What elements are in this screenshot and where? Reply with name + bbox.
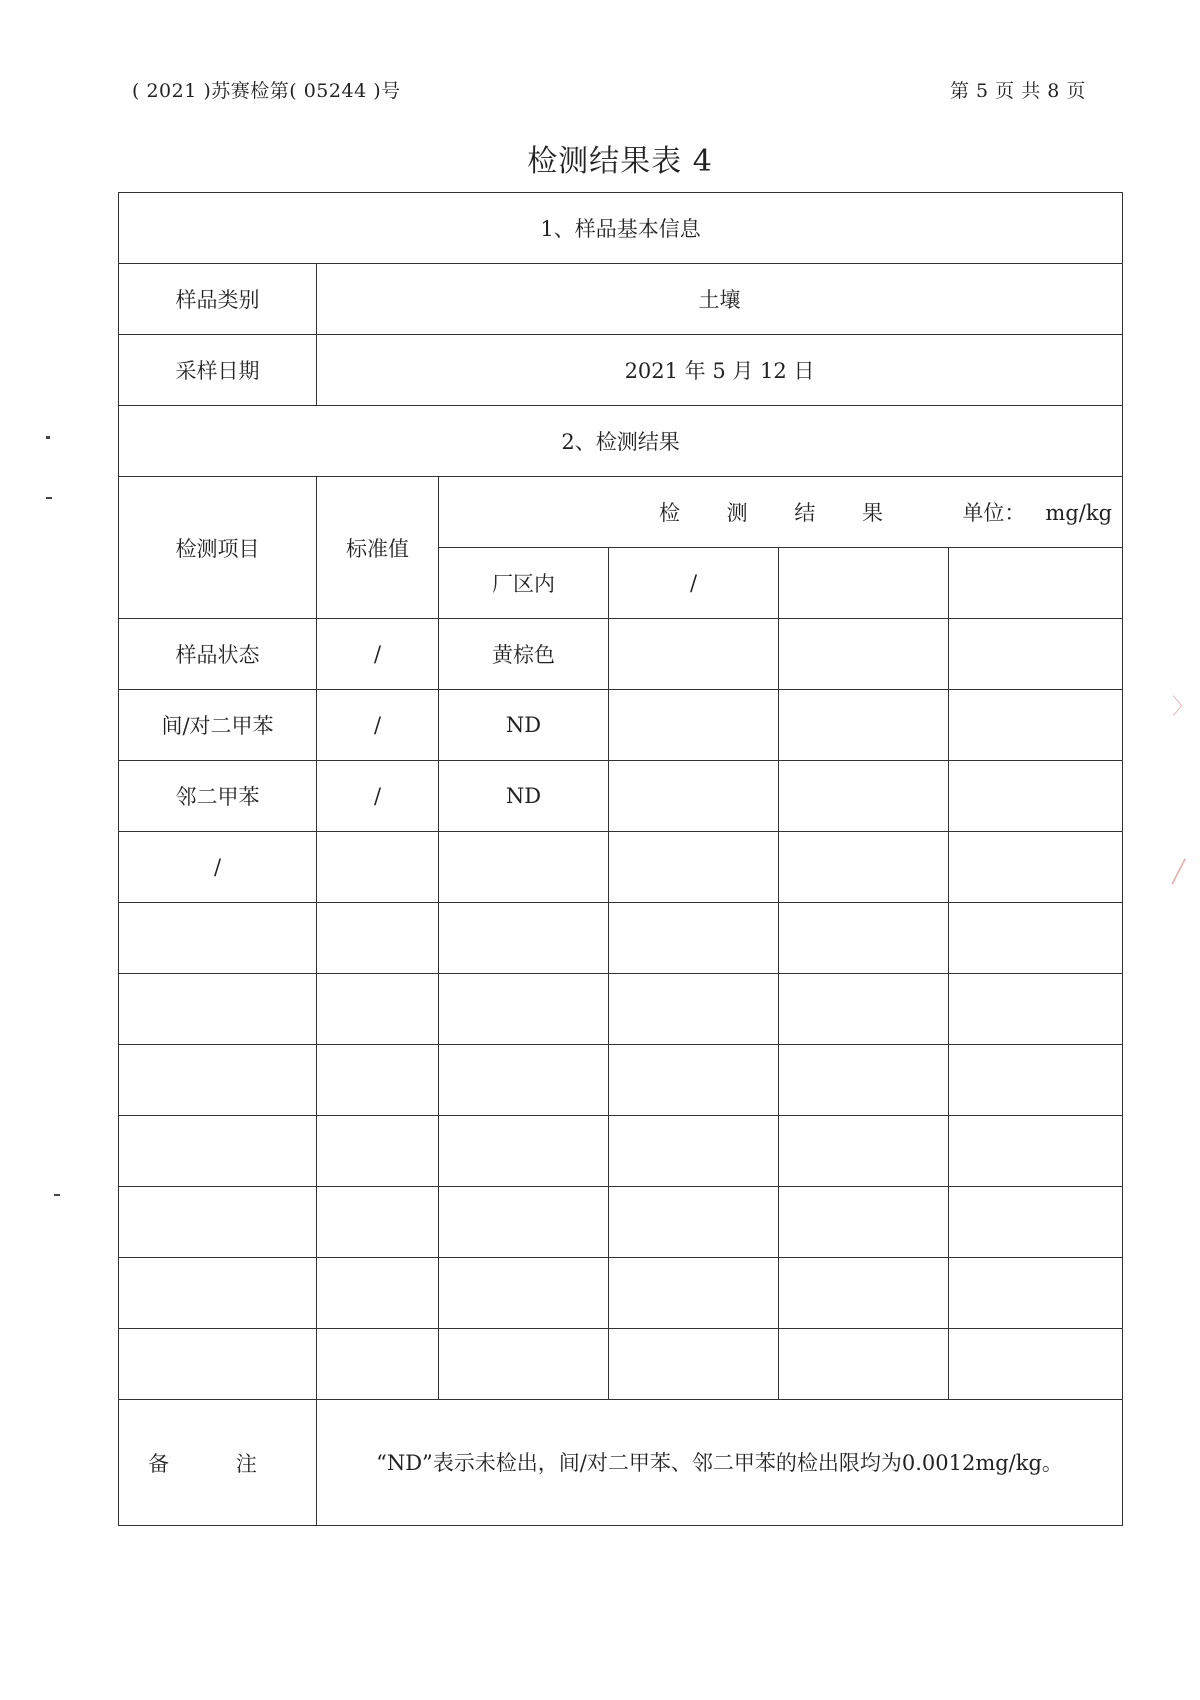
result-value-cell — [779, 1187, 949, 1258]
document-title: 检测结果表 4 — [527, 144, 713, 179]
info-label: 采样日期 — [119, 335, 317, 406]
result-standard-cell — [317, 1329, 439, 1400]
result-value-cell — [949, 690, 1123, 761]
unit-prefix: 单位： — [962, 501, 1026, 525]
result-value-cell — [609, 903, 779, 974]
result-value-cell — [949, 1329, 1123, 1400]
sub-header-cell — [779, 548, 949, 619]
result-row — [119, 832, 1123, 903]
result-standard-cell — [317, 1045, 439, 1116]
results-table — [118, 192, 1123, 1526]
unit-label — [962, 497, 1112, 527]
result-value-cell — [779, 690, 949, 761]
result-standard-cell — [317, 1116, 439, 1187]
column-header-result — [439, 477, 1123, 548]
result-standard-cell: / — [317, 690, 439, 761]
result-value-cell — [439, 1329, 609, 1400]
result-value-cell — [949, 1258, 1123, 1329]
column-header-standard: 标准值 — [317, 477, 439, 619]
result-item-cell — [119, 1258, 317, 1329]
result-row — [119, 690, 1123, 761]
info-row — [119, 264, 1123, 335]
result-value-cell — [439, 1187, 609, 1258]
unit-value: mg/kg — [1045, 501, 1113, 525]
result-standard-cell: / — [317, 619, 439, 690]
result-value-cell — [779, 832, 949, 903]
result-row — [119, 903, 1123, 974]
result-value-cell: 黄棕色 — [439, 619, 609, 690]
result-item-cell — [119, 1045, 317, 1116]
result-item-cell — [119, 1116, 317, 1187]
info-value: 2021 年 5 月 12 日 — [317, 335, 1123, 406]
result-value-cell — [439, 832, 609, 903]
result-value-cell — [609, 832, 779, 903]
section-basic-info-row — [119, 193, 1123, 264]
result-value-cell — [609, 1045, 779, 1116]
result-value-cell — [779, 761, 949, 832]
result-row — [119, 619, 1123, 690]
result-item-cell — [119, 903, 317, 974]
remarks-row — [119, 1400, 1123, 1526]
result-value-cell — [779, 1045, 949, 1116]
result-value-cell — [949, 903, 1123, 974]
result-standard-cell — [317, 974, 439, 1045]
result-value-cell: ND — [439, 690, 609, 761]
result-value-cell — [779, 1258, 949, 1329]
result-value-cell — [609, 1329, 779, 1400]
result-item-cell — [119, 1329, 317, 1400]
page-number: 第 5 页 共 8 页 — [950, 80, 1086, 102]
results-header-row — [119, 477, 1123, 548]
result-row — [119, 1329, 1123, 1400]
sub-header-cell — [949, 548, 1123, 619]
result-item-cell: 样品状态 — [119, 619, 317, 690]
sub-header-cell: 厂区内 — [439, 548, 609, 619]
result-value-cell — [949, 832, 1123, 903]
result-item-cell — [119, 974, 317, 1045]
result-value-cell — [949, 974, 1123, 1045]
result-value-cell — [439, 1045, 609, 1116]
result-standard-cell — [317, 903, 439, 974]
result-value-cell — [609, 1187, 779, 1258]
result-item-cell: / — [119, 832, 317, 903]
result-value-cell — [779, 619, 949, 690]
result-value-cell — [609, 1116, 779, 1187]
info-row — [119, 335, 1123, 406]
section-results-heading: 2、检测结果 — [119, 406, 1123, 477]
result-value-cell — [609, 619, 779, 690]
report-number: ( 2021 )苏赛检第( 05244 )号 — [132, 80, 401, 102]
result-value-cell — [949, 1045, 1123, 1116]
remarks-label: 备 注 — [119, 1400, 317, 1526]
result-standard-cell — [317, 1258, 439, 1329]
result-value-cell — [949, 1116, 1123, 1187]
scan-speck — [54, 1194, 60, 1196]
result-row — [119, 974, 1123, 1045]
section-basic-info-heading: 1、样品基本信息 — [119, 193, 1123, 264]
result-row — [119, 1116, 1123, 1187]
remarks-text: “ND”表示未检出，间/对二甲苯、邻二甲苯的检出限均为0.0012mg/kg。 — [317, 1400, 1123, 1526]
result-value-cell — [779, 974, 949, 1045]
result-value-cell — [949, 761, 1123, 832]
result-value-cell — [609, 761, 779, 832]
result-item-cell: 邻二甲苯 — [119, 761, 317, 832]
scan-speck — [46, 436, 50, 439]
column-header-item: 检测项目 — [119, 477, 317, 619]
result-item-cell: 间/对二甲苯 — [119, 690, 317, 761]
stamp-fragment-icon: ╱ — [1172, 860, 1186, 885]
result-row — [119, 761, 1123, 832]
result-value-cell — [779, 1329, 949, 1400]
result-value-cell: ND — [439, 761, 609, 832]
result-rows — [119, 619, 1123, 1400]
result-row — [119, 1187, 1123, 1258]
result-item-cell — [119, 1187, 317, 1258]
result-value-cell — [439, 1258, 609, 1329]
result-heading-text: 检 测 结 果 — [659, 501, 904, 525]
result-standard-cell — [317, 832, 439, 903]
result-value-cell — [439, 1116, 609, 1187]
sub-header-cell: / — [609, 548, 779, 619]
info-label: 样品类别 — [119, 264, 317, 335]
result-value-cell — [439, 974, 609, 1045]
scan-speck — [46, 497, 52, 499]
result-standard-cell: / — [317, 761, 439, 832]
result-row — [119, 1258, 1123, 1329]
result-value-cell — [949, 1187, 1123, 1258]
info-value: 土壤 — [317, 264, 1123, 335]
stamp-fragment-icon: 〉 — [1172, 695, 1195, 720]
result-value-cell — [779, 903, 949, 974]
result-value-cell — [609, 690, 779, 761]
result-standard-cell — [317, 1187, 439, 1258]
result-row — [119, 1045, 1123, 1116]
section-results-row — [119, 406, 1123, 477]
result-value-cell — [949, 619, 1123, 690]
result-value-cell — [439, 903, 609, 974]
result-value-cell — [609, 974, 779, 1045]
result-value-cell — [609, 1258, 779, 1329]
result-value-cell — [779, 1116, 949, 1187]
